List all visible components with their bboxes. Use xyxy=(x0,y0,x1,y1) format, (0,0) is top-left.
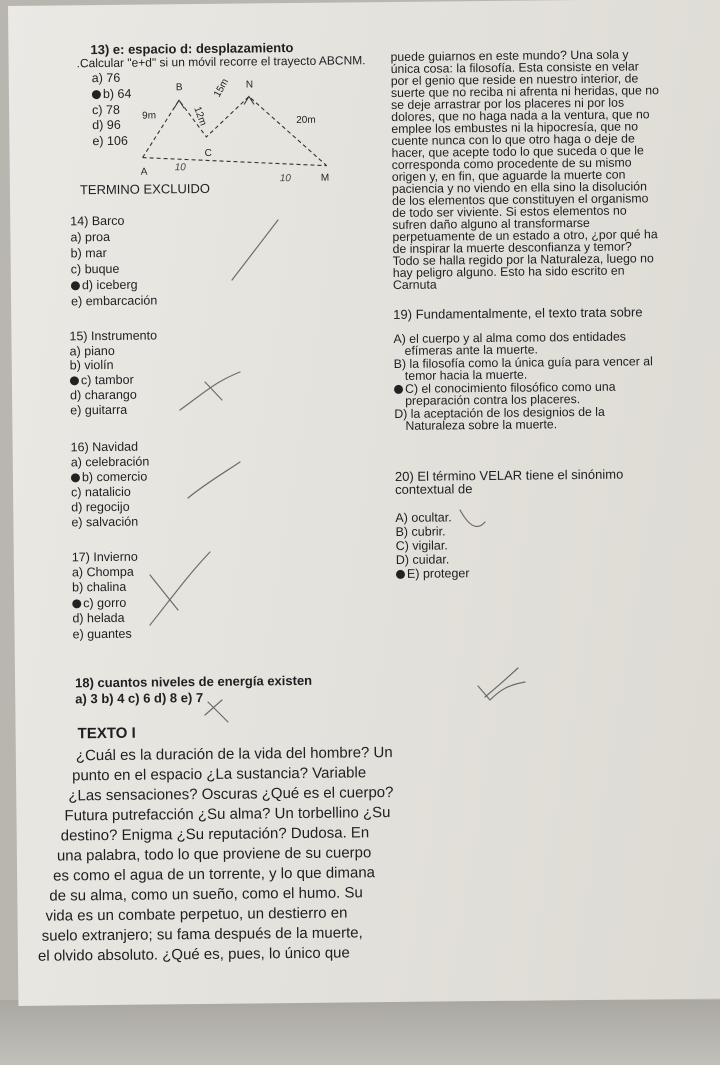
texto-i-line: de su alma, como un sueño, como el humo. Su xyxy=(49,884,363,905)
texto-i-line: ¿Cuál es la duración de la vida del hombre? Un xyxy=(75,744,393,765)
q15-title: 15) Instrumento xyxy=(69,328,158,344)
q15-option-c[interactable]: c) tambor xyxy=(70,374,134,388)
q13-option-a[interactable]: a) 76 xyxy=(91,70,121,86)
q14-option-b[interactable]: b) mar xyxy=(70,245,107,261)
q14-option-d[interactable]: d) iceberg xyxy=(71,279,138,293)
texto-i-line: vida es un combate perpetuo, un destierro en xyxy=(45,904,348,925)
displacement-line xyxy=(143,156,327,168)
label-20m: 20m xyxy=(296,114,316,126)
q20-title: 20) El término VELAR tiene el sinónimo xyxy=(394,466,624,484)
q16-option-b[interactable]: b) comercio xyxy=(71,471,147,485)
q13-header: 13) e: espacio d: desplazamiento xyxy=(90,40,294,58)
passage-line: hay peligro alguno. Esto ha sido escrito en xyxy=(392,263,625,280)
q13-prompt: .Calcular "e+d" si un móvil recorre el trayecto ABCNM. xyxy=(76,53,366,71)
q18-options[interactable]: a) 3 b) 4 c) 6 d) 8 e) 7 xyxy=(75,689,204,707)
q16-title: 16) Navidad xyxy=(70,439,139,455)
passage-line: paciencia y no viendo en ella sino la disolución xyxy=(391,179,647,196)
handwritten-10a: 10 xyxy=(174,162,186,174)
q17-title: 17) Invierno xyxy=(71,549,138,565)
q19-option-b[interactable]: B) la filosofía como la única guía para vencer al xyxy=(393,354,653,371)
q16-option-e[interactable]: e) salvación xyxy=(71,514,139,530)
passage-line: Carnuta xyxy=(392,277,437,292)
passage-line: perpetuamente de un estado a otro, ¿por qué ha xyxy=(392,227,658,244)
passage-line: cuente nunca con lo que otro haga o deje de xyxy=(391,131,635,148)
passage-line: de inspirar la muerte desconfianza y temor? xyxy=(392,239,632,256)
texto-i-line: es como el agua de un torrente, y lo que dimana xyxy=(53,864,376,885)
selected-mark-icon xyxy=(72,599,81,608)
q19-option-b-cont: temor hacia la muerte. xyxy=(404,367,528,383)
label-a: A xyxy=(140,166,148,178)
q15-option-e[interactable]: e) guitarra xyxy=(70,402,128,418)
selected-mark-icon xyxy=(396,570,405,579)
trajectory-path xyxy=(142,96,327,168)
selected-mark-icon xyxy=(394,385,403,394)
trajectory-diagram xyxy=(64,72,375,198)
q13-option-b[interactable]: b) 64 xyxy=(92,88,132,101)
texto-i-line: una palabra, todo lo que proviene de su cuerpo xyxy=(56,844,372,865)
q19-option-a[interactable]: A) el cuerpo y al alma como dos entidades xyxy=(393,329,626,346)
label-m: M xyxy=(320,172,330,184)
texto-i-title: TEXTO I xyxy=(77,724,136,743)
handwritten-10b: 10 xyxy=(279,173,292,185)
q16-option-d[interactable]: d) regocijo xyxy=(71,499,130,515)
q17-option-b[interactable]: b) chalina xyxy=(72,579,127,595)
texto-i-line: el olvido absoluto. ¿Qué es, pues, lo único que xyxy=(37,944,350,965)
passage-line: puede guiarnos en este mundo? Una sola y xyxy=(390,47,629,64)
texto-i-line: suelo extranjero; su fama después de la muerte, xyxy=(41,924,363,945)
selected-mark-icon xyxy=(71,473,80,482)
passage-line: Todo se halla regido por la Naturaleza, luego no xyxy=(392,251,654,268)
passage-line: se deje arrastrar por los placeres ni por los xyxy=(390,95,625,112)
q19-option-c-cont: preparación contra los placeres. xyxy=(405,392,581,408)
passage-line: hacer, que acepte todo lo que suceda o que le xyxy=(391,143,644,160)
label-15m: 15m xyxy=(212,76,232,100)
q15-option-b[interactable]: b) violín xyxy=(69,357,114,373)
q16-option-a[interactable]: a) celebración xyxy=(70,454,150,470)
q19-option-d-cont: Naturaleza sobre la muerte. xyxy=(405,417,558,433)
worksheet-page xyxy=(8,0,720,1006)
q17-option-e[interactable]: e) guantes xyxy=(72,626,132,642)
selected-mark-icon xyxy=(71,281,80,290)
passage-line: de los elementos que constituyen el organismo xyxy=(391,191,649,208)
q18-title: 18) cuantos niveles de energía existen xyxy=(75,672,313,691)
q14-option-a[interactable]: a) proa xyxy=(70,229,111,245)
q17-option-d[interactable]: d) helada xyxy=(72,610,125,626)
passage-line: origen y, en fin, que aguarde la muerte con xyxy=(391,167,626,184)
table-surface xyxy=(0,1000,720,1065)
passage-line: corresponda como procedente de su mismo xyxy=(391,155,632,172)
label-b: B xyxy=(175,82,183,94)
q13-option-d[interactable]: d) 96 xyxy=(92,117,121,133)
q19-title: 19) Fundamentalmente, el texto trata sobre xyxy=(393,304,643,322)
q20-option-b[interactable]: B) cubrir. xyxy=(395,524,446,539)
label-c: C xyxy=(204,147,212,159)
q13-option-e[interactable]: e) 106 xyxy=(92,133,128,149)
q17-option-c[interactable]: c) gorro xyxy=(72,597,126,611)
passage-line: única cosa: la filosofía. Esta consiste en velar xyxy=(390,59,639,76)
q14-option-c[interactable]: c) buque xyxy=(70,261,120,277)
passage-line: dolores, que no haga nada a la ventura, que no xyxy=(391,107,650,124)
q17-option-a[interactable]: a) Chompa xyxy=(71,564,134,580)
label-n: N xyxy=(245,79,254,91)
q16-option-c[interactable]: c) natalicio xyxy=(71,484,131,500)
q20-option-c[interactable]: C) vigilar. xyxy=(395,538,448,553)
label-9m: 9m xyxy=(142,110,157,122)
q15-option-d[interactable]: d) charango xyxy=(70,387,137,403)
q13-option-c[interactable]: c) 78 xyxy=(92,102,120,118)
passage-line: emplee los embustes ni la hipocresía, que no xyxy=(391,119,639,136)
arrow-n xyxy=(244,96,254,104)
texto-i-line: Futura putrefacción ¿Su alma? Un torbellino ¿Su xyxy=(64,804,391,825)
q19-option-d[interactable]: D) la aceptación de los designios de la xyxy=(394,404,605,421)
texto-i-line: ¿Las sensaciones? Oscuras ¿Qué es el cuerpo? xyxy=(68,784,394,805)
texto-i-line: destino? Enigma ¿Su reputación? Dudosa. En xyxy=(60,824,370,845)
selected-mark-icon xyxy=(70,376,79,385)
passage-line: suerte que no reciba ni afrenta ni heridas, que no xyxy=(390,83,659,100)
q20-option-a[interactable]: A) ocultar. xyxy=(395,510,452,525)
texto-i-line: punto en el espacio ¿La sustancia? Variable xyxy=(71,764,367,785)
q14-title: 14) Barco xyxy=(70,213,125,229)
q20-title-cont: contextual de xyxy=(395,481,473,497)
q20-option-e[interactable]: E) proteger xyxy=(396,567,470,581)
q20-option-d[interactable]: D) cuidar. xyxy=(395,552,450,567)
q15-option-a[interactable]: a) piano xyxy=(69,343,115,359)
q19-option-a-cont: efímeras ante la muerte. xyxy=(404,342,538,358)
passage-line: sufren daño alguno al transformarse xyxy=(392,215,590,232)
passage-line: por el genio que reside en nuestro interior, de xyxy=(390,71,639,88)
q14-option-e[interactable]: e) embarcación xyxy=(71,293,158,309)
label-12m: 12m xyxy=(191,105,209,128)
termino-excluido-heading: TERMINO EXCLUIDO xyxy=(79,180,211,198)
q19-option-c[interactable]: C) el conocimiento filosófico como una xyxy=(394,381,616,396)
passage-line: de todo ser viviente. Si estos elementos no xyxy=(392,203,627,220)
